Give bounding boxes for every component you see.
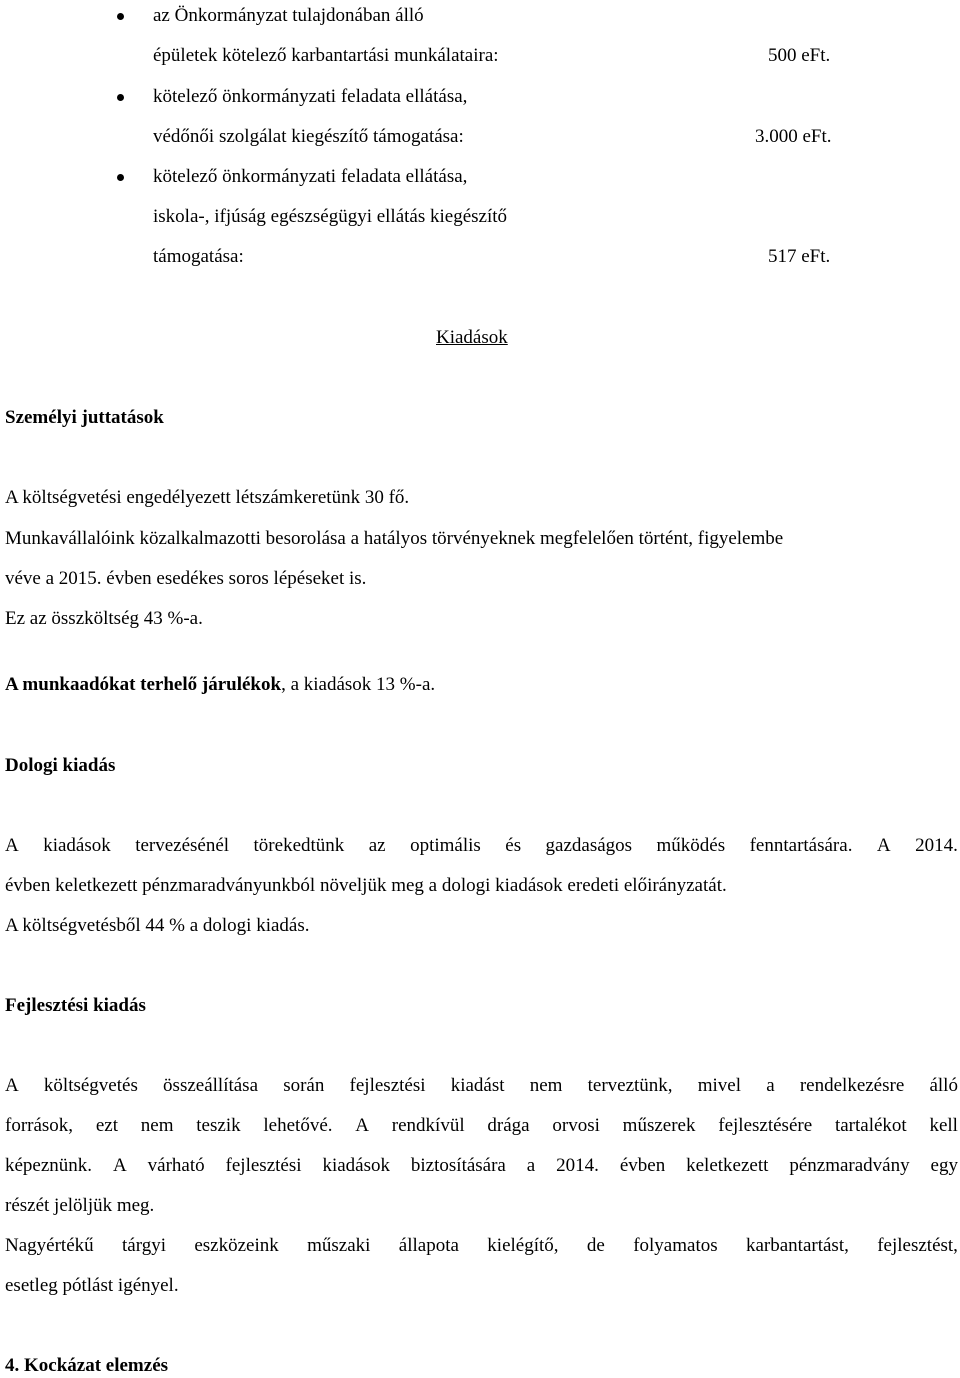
section-title-kiadasok: Kiadások: [436, 327, 508, 348]
jarulek-bold-text: A munkaadókat terhelő járulékok: [5, 674, 282, 695]
bullet-icon: [117, 13, 124, 20]
szemelyi-paragraph-3: Ez az összköltség 43 %-a.: [5, 608, 203, 629]
bullet-icon: [117, 94, 124, 101]
fejlesztesi-line-5: Nagyértékű tárgyi eszközeink műszaki állapota kielégítő, de folyamatos karbantartást, fejlesztést,: [5, 1235, 958, 1256]
jarulek-rest-text: , a kiadások 13 %-a.: [281, 674, 436, 695]
szemelyi-paragraph-1: A költségvetési engedélyezett létszámkeretünk 30 fő.: [5, 487, 410, 508]
income-item-3-line1: kötelező önkormányzati feladata ellátása,: [153, 166, 468, 187]
szemelyi-paragraph-2-line1: Munkavállalóink közalkalmazotti besorolása a hatályos törvényeknek megfelelően történt, figyelembe: [5, 528, 784, 549]
heading-fejlesztesi-kiadas: Fejlesztési kiadás: [5, 995, 146, 1016]
fejlesztesi-line-3: képeznünk. A várható fejlesztési kiadások biztosítására a 2014. évben keletkezett pénzmaradvány egy: [5, 1155, 958, 1176]
jarulek-line: [5, 673, 435, 697]
heading-kockazat-elemzes: 4. Kockázat elemzés: [5, 1355, 169, 1376]
fejlesztesi-line-1: A költségvetés összeállítása során fejlesztési kiadást nem terveztünk, mivel a rendelkezésre álló: [5, 1075, 958, 1096]
dologi-line-3: A költségvetésből 44 % a dologi kiadás.: [5, 915, 310, 936]
income-item-1-amount: 500 eFt.: [768, 45, 831, 66]
income-item-2-line1: kötelező önkormányzati feladata ellátása,: [153, 86, 468, 107]
fejlesztesi-line-2: források, ezt nem teszik lehetővé. A rendkívül drága orvosi műszerek fejlesztésére tartalékot kell: [5, 1115, 958, 1136]
fejlesztesi-line-4: részét jelöljük meg.: [5, 1195, 155, 1216]
income-item-3-line2: iskola-, ifjúság egészségügyi ellátás kiegészítő: [153, 206, 508, 227]
income-item-1-line1: az Önkormányzat tulajdonában álló: [153, 5, 424, 26]
income-item-3-line3: támogatása:: [153, 246, 244, 267]
income-item-1-line2: épületek kötelező karbantartási munkálataira:: [153, 45, 499, 66]
dologi-line-1: A kiadások tervezésénél törekedtünk az optimális és gazdaságos működés fenntartására. A 2014.: [5, 835, 958, 856]
income-item-2-amount: 3.000 eFt.: [755, 126, 832, 147]
heading-szemelyi-juttatasok: Személyi juttatások: [5, 407, 164, 428]
income-item-3-amount: 517 eFt.: [768, 246, 831, 267]
szemelyi-paragraph-2-line2: véve a 2015. évben esedékes soros lépéseket is.: [5, 568, 367, 589]
fejlesztesi-line-6: esetleg pótlást igényel.: [5, 1275, 179, 1296]
income-item-2-line2: védőnői szolgálat kiegészítő támogatása:: [153, 126, 464, 147]
heading-dologi-kiadas: Dologi kiadás: [5, 755, 116, 776]
dologi-line-2: évben keletkezett pénzmaradványunkból növeljük meg a dologi kiadások eredeti előirányzatát.: [5, 875, 727, 896]
bullet-icon: [117, 174, 124, 181]
